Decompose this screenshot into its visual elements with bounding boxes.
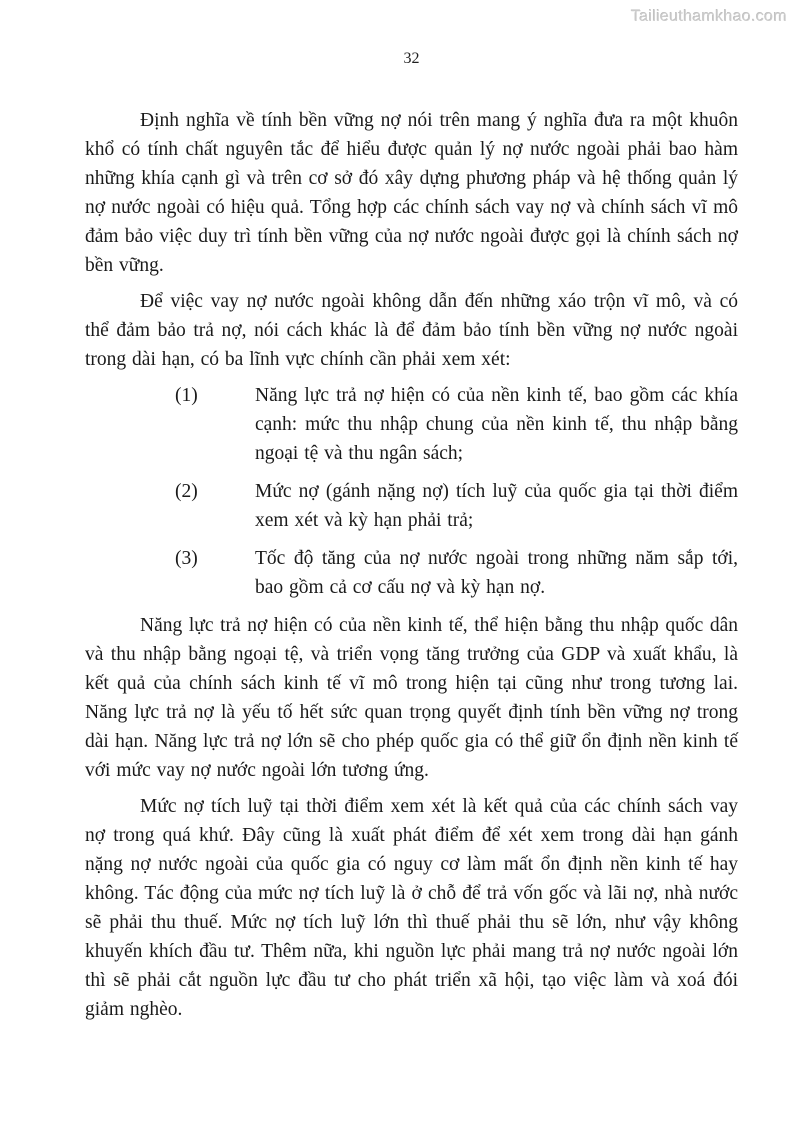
watermark-text: Tailieuthamkhao.com	[631, 8, 787, 25]
paragraph-accumulated-debt: Mức nợ tích luỹ tại thời điểm xem xét là kết quả của các chính sách vay nợ trong quá khứ. Đây cũng là xuất phát điểm để xét xem trong dài hạn gánh nặng nợ nước ngoài của quốc gia có nguy cơ làm mất ổn định nền kinh tế hay không. Tác động của mức nợ tích luỹ là ở chỗ để trả vốn gốc và lãi nợ, nhà nước sẽ phải thu thuế. Mức nợ tích luỹ lớn thì thuế phải thu sẽ lớn, như vậy không khuyến khích đầu tư. Thêm nữa, khi nguồn lực phải mang trả nợ nước ngoài lớn thì sẽ phải cắt nguồn lực đầu tư cho phát triển xã hội, tạo việc làm và xoá đói giảm nghèo.	[85, 796, 738, 1020]
list-item	[85, 381, 738, 468]
paragraph-debt-definition: Định nghĩa về tính bền vững nợ nói trên mang ý nghĩa đưa ra một khuôn khổ có tính chất nguyên tắc để hiểu được quản lý nợ nước ngoài phải bao hàm những khía cạnh gì và trên cơ sở đó xây dựng phương pháp và hệ thống quản lý nợ nước ngoài có hiệu quả. Tổng hợp các chính sách vay nợ và chính sách vĩ mô đảm bảo việc duy trì tính bền vững của nợ nước ngoài được gọi là chính sách nợ bền vững.	[85, 110, 738, 276]
list-item	[85, 477, 738, 535]
paragraph-repayment-capacity: Năng lực trả nợ hiện có của nền kinh tế, thể hiện bằng thu nhập quốc dân và thu nhập bằng ngoại tệ, và triển vọng tăng trưởng của GDP và xuất khẩu, là kết quả của chính sách kinh tế vĩ mô trong hiện tại cũng như trong tương lai. Năng lực trả nợ là yếu tố hết sức quan trọng quyết định tính bền vững nợ trong dài hạn. Năng lực trả nợ lớn sẽ cho phép quốc gia có thể giữ ổn định nền kinh tế với mức vay nợ nước ngoài lớn tương ứng.	[85, 615, 738, 781]
list-item-text: Năng lực trả nợ hiện có của nền kinh tế, bao gồm các khía cạnh: mức thu nhập chung của nền kinh tế, thu nhập bằng ngoại tệ và thu ngân sách;	[255, 385, 738, 464]
list-item-text: Mức nợ (gánh nặng nợ) tích luỹ của quốc gia tại thời điểm xem xét và kỳ hạn phải trả;	[255, 481, 738, 531]
document-body	[85, 106, 738, 1031]
list-item-marker: (1)	[175, 385, 198, 406]
list-item-marker: (3)	[175, 548, 198, 569]
page-number: 32	[403, 50, 420, 67]
paragraph-three-areas-intro: Để việc vay nợ nước ngoài không dẫn đến những xáo trộn vĩ mô, và có thể đảm bảo trả nợ, nói cách khác là để đảm bảo tính bền vững nợ nước ngoài trong dài hạn, có ba lĩnh vực chính cần phải xem xét:	[85, 291, 738, 370]
numbered-list	[85, 381, 738, 602]
list-item-marker: (2)	[175, 481, 198, 502]
list-item-text: Tốc độ tăng của nợ nước ngoài trong những năm sắp tới, bao gồm cả cơ cấu nợ và kỳ hạn nợ.	[255, 548, 738, 598]
list-item	[85, 544, 738, 602]
